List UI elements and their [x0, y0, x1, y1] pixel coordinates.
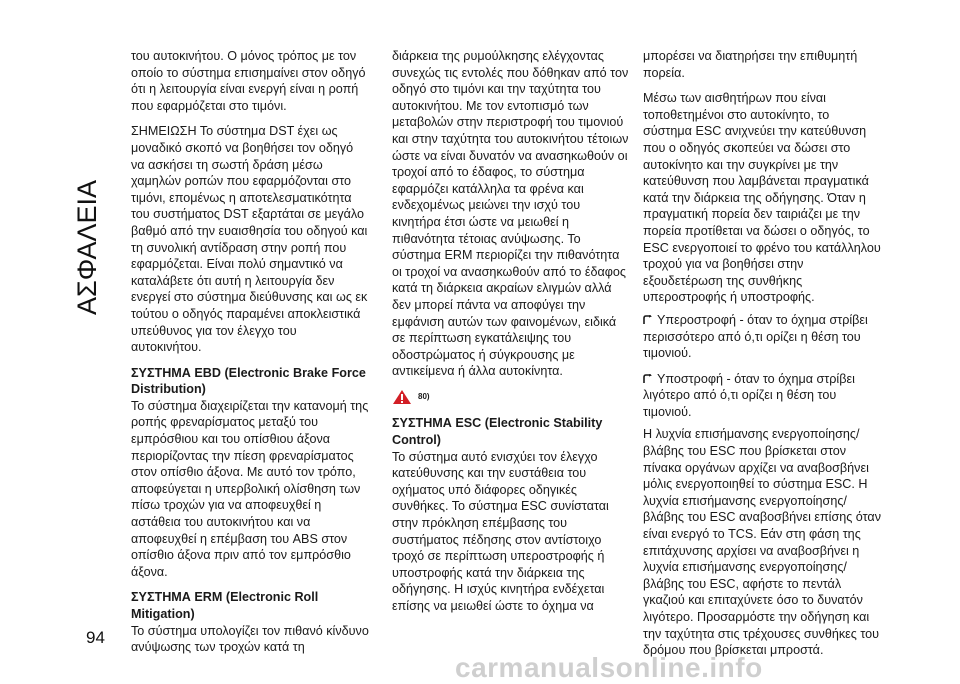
watermark: carmanualsonline.info: [455, 652, 763, 683]
section-title-text: ΑΣΦΑΛΕΙΑ: [72, 179, 102, 315]
heading-esc: ΣΥΣΤΗΜΑ ESC (Electronic Stability Control): [392, 416, 603, 448]
section-title: [72, 179, 112, 315]
bullet-arrow-icon: [643, 315, 652, 325]
bullet-text: Υπεροστροφή - όταν το όχημα στρίβει περισσότερο από ό,τι ορίζει η θέση του τιμονιού.: [643, 312, 868, 361]
paragraph: Μέσω των αισθητήρων που είναι τοποθετημένοι στο αυτοκίνητο, το σύστημα ESC ανιχνεύει την κατεύθυνση που ο οδηγός σκοπεύει να δώσει στο αυτοκίνητο και την συγκρίνει με την κατεύθυνση που λαμβάνεται πραγματικά κατά την διάρκεια της οδήγησης. Όταν η πραγματική πορεία δεν ταιριάζει με την πορεία προτίθεται να δώσει ο οδηγός, το ESC ενεργοποιεί το φρένο του κατάλληλου τροχού για να βοηθήσει στην εξουδετέρωση της συνθήκης υπεροστροφής ή υποστροφής.: [643, 91, 881, 305]
paragraph: Η λυχνία επισήμανσης ενεργοποίησης/βλάβης του ESC που βρίσκεται στον πίνακα οργάνων αρχίζει να αναβοσβήνει μόλις ενεργοποιηθεί το σύστημα ESC. Η λυχνία επισήμανσης ενεργοποίησης/βλάβης του ESC αναβοσβήνει επίσης όταν είναι ενεργό το TCS. Εάν στη φάση της επιτάχυνσης αρχίσει να αναβοσβήνει η λυχνία επισήμανσης ενεργοποίησης/βλάβης του ESC, αφήστε το πεντάλ γκαζιού και επιταχύνετε όσο το δυνατόν λιγότερο. Προσαρμόστε την οδήγηση και την ταχύτητα στις τρέχουσες συνθήκες του δρόμου που βρίσκεται μπροστά.: [643, 427, 882, 658]
heading-erm: ΣΥΣΤΗΜΑ ERM (Electronic Roll Mitigation): [131, 590, 319, 621]
paragraph: Το σύστημα υπολογίζει τον πιθανό κίνδυνο ανύψωσης των τροχών κατά τη: [131, 623, 369, 655]
paragraph: διάρκεια της ρυμούλκησης ελέγχοντας συνεχώς τις εντολές που δόθηκαν από τον οδηγό στο τιμόνι και την ταχύτητα του αυτοκινήτου. Με τον εντοπισμό των μεταβολών στην περιστροφή του τιμονιού και στην ταχύτητα του αυτοκινήτου τέτοιων ώστε να είναι δυνατόν να ανασηκωθούν οι τροχοί από το έδαφος, το σύστημα εφαρμόζει κατάλληλα τα φρένα και ενδεχομένως μειώνει την ισχύ του κινητήρα έτσι ώστε να μειωθεί η πιθανότητα τέτοιας ανύψωσης. Το σύστημα ERM περιορίζει την πιθανότητα οι τροχοί να ανασηκωθούν από το έδαφος κατά τη διάρκεια ακραίων ελιγμών αλλά δεν μπορεί πάντα να αποφύγει την εμφάνιση αυτών των φαινομένων, ειδικά σε περίπτωση εγκατάλειψης του οδοστρώματος ή σύγκρουσης με αντικείμενα ή άλλα αυτοκίνητα.: [392, 49, 629, 379]
bullet-item: [643, 312, 881, 362]
page-number: 94: [86, 628, 105, 647]
warning-triangle-icon: [392, 389, 412, 405]
note-paragraph: ΣΗΜΕΙΩΣΗ Το σύστημα DST έχει ως μοναδικό σκοπό να βοηθήσει τον οδηγό να ασκήσει τη σωστή δράση μέσω χαμηλών ροπών που εφαρμόζονται στο τιμόνι, επομένως η αποτελεσματικότητα του συστήματος DST εξαρτάται σε μεγάλο βαθμό από την ευαισθησία του οδηγού και τη συνολική αντίδραση στην ροπή που εφαρμόζεται. Είναι πολύ σημαντικό να καταλάβετε ότι αυτή η λειτουργία δεν ενεργεί στο σύστημα διεύθυνσης και ως εκ τούτου ο οδηγός παραμένει αποκλειστικά υπεύθυνος για τον έλεγχο του αυτοκινήτου.: [131, 124, 368, 355]
paragraph: Το σύστημα αυτό ενισχύει τον έλεγχο κατεύθυνσης και την ευστάθεια του οχήματος υπό διάφορες οδηγικές συνθήκες. Το σύστημα ESC συνίσταται στην πρόκληση επέμβασης του συστήματος πέδησης στον αντίστοιχο τροχό σε περίπτωση υπεροστροφής ή υποστροφής κατά την διάρκεια της οδήγησης. Η ισχύς κινητήρα ενδέχεται επίσης να μειωθεί ώστε το όχημα να: [392, 449, 609, 613]
bullet-item: [643, 371, 881, 421]
paragraph: Το σύστημα διαχειρίζεται την κατανομή της ροπής φρεναρίσματος μεταξύ του εμπρόσθιου και του οπίσθιου άξονα περιορίζοντας την πίεση φρεναρίσματος στον οπίσθιο άξονα. Με αυτό τον τρόπο, αποφεύγεται η υπερβολική ολίσθηση των πίσω τροχών για να αποφευχθεί η αστάθεια του αυτοκινήτου και να αποφευχθεί η επέμβαση του ABS στον οπίσθιο άξονα πριν από τον εμπρόσθιο άξονα.: [131, 398, 369, 579]
paragraph: του αυτοκινήτου. Ο μόνος τρόπος με τον οποίο το σύστημα επισημαίνει στον οδηγό ότι η λειτουργία είναι ενεργή είναι η ροπή που εφαρμόζεται στο τιμόνι.: [131, 49, 366, 113]
bullet-arrow-icon: [643, 374, 652, 384]
warning-reference: [392, 389, 630, 406]
column-3: [643, 48, 881, 668]
warning-ref-number: 80): [418, 391, 430, 401]
column-2: [392, 48, 630, 624]
column-1: [131, 48, 369, 665]
heading-ebd: ΣΥΣΤΗΜΑ EBD (Electronic Brake Force Distribution): [131, 365, 366, 397]
bullet-text: Υποστροφή - όταν το όχημα στρίβει λιγότερο από ό,τι ορίζει η θέση του τιμονιού.: [643, 371, 855, 419]
paragraph: μπορέσει να διατηρήσει την επιθυμητή πορεία.: [643, 49, 858, 80]
